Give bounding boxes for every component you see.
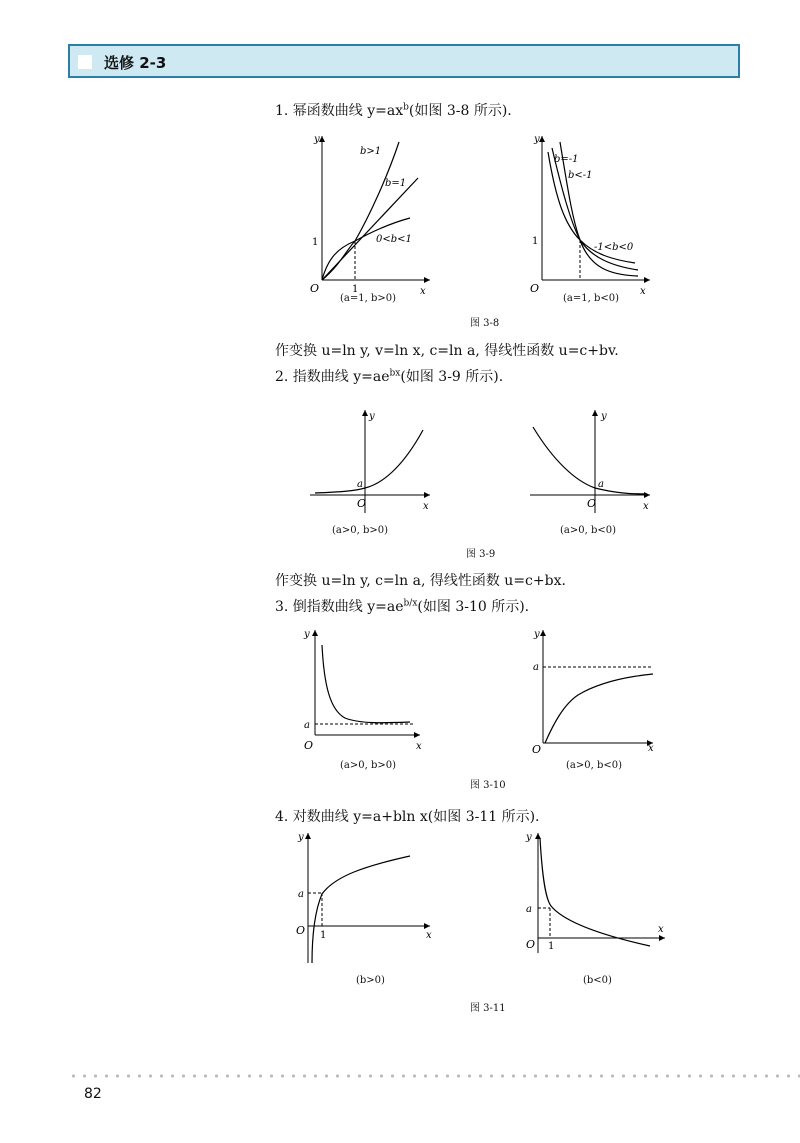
figure-3-8-right: [520, 130, 660, 310]
figure-number-3-11: 图 3-11: [470, 1003, 506, 1014]
figure-3-10-right: [528, 625, 658, 755]
curve-label-neg1-b-0: -1<b<0: [594, 242, 634, 253]
item-power-curve: 1. 幂函数曲线 $y=ax^b$(如图 3-8 所示).: [275, 102, 512, 119]
x-tick-one: 1: [320, 930, 327, 941]
footer-dotted-rule: [68, 1074, 800, 1078]
origin-label: O: [526, 938, 536, 951]
x-axis-label: x: [640, 286, 646, 297]
origin-label: O: [530, 282, 540, 295]
x-axis-label: x: [423, 501, 429, 512]
transform-text-1: 作变换 u=ln y, v=ln x, c=ln a, 得线性函数 u=c+bv.: [275, 343, 619, 359]
asymptote-a-label: a: [304, 720, 310, 731]
intercept-a-label: a: [598, 479, 604, 490]
y-tick-one: 1: [312, 237, 319, 248]
x-axis-label: x: [643, 501, 649, 512]
y-axis-label: y: [534, 134, 540, 145]
chapter-header-bar: [68, 44, 740, 78]
y-axis-label: y: [526, 832, 532, 843]
origin-label: O: [357, 497, 367, 510]
intercept-a-label: a: [298, 889, 304, 900]
fig-3-11-left-caption: (b>0): [356, 975, 385, 986]
figure-3-9-left: [305, 405, 435, 520]
intercept-a-label: a: [357, 479, 363, 490]
y-axis-label: y: [601, 411, 607, 422]
y-axis-label: y: [369, 411, 375, 422]
fig-3-10-right-caption: (a>0, b<0): [566, 760, 623, 771]
y-axis-label: y: [298, 832, 304, 843]
curve-label-b-eq-1: b=1: [385, 178, 407, 189]
fig-3-10-left-caption: (a>0, b>0): [340, 760, 397, 771]
x-tick-one: 1: [548, 941, 555, 952]
origin-label: O: [310, 282, 320, 295]
y-tick-one: 1: [532, 236, 539, 247]
figure-3-9-right: [525, 405, 655, 520]
fig-3-9-left-caption: (a>0, b>0): [332, 525, 389, 536]
curve-label-b-lt-neg-1: b<-1: [568, 170, 593, 181]
curve-label-b-gt-1: b>1: [360, 146, 382, 157]
item-inverse-exponential-curve: 3. 倒指数曲线 $y=ae^{b/x}$(如图 3-10 所示).: [275, 598, 530, 615]
figure-3-11-right: [520, 828, 670, 968]
x-axis-label: x: [426, 930, 432, 941]
figure-number-3-8: 图 3-8: [470, 318, 500, 329]
asymptote-a-label: a: [533, 662, 539, 673]
intercept-a-label: a: [526, 904, 532, 915]
fig-3-11-right-caption: (b<0): [583, 975, 612, 986]
fig-3-8-left-caption: (a=1, b>0): [340, 293, 397, 304]
header-square-icon: [78, 55, 92, 69]
figure-3-8-left: [300, 130, 440, 310]
fig-3-8-right-caption: (a=1, b<0): [563, 293, 620, 304]
figure-number-3-10: 图 3-10: [470, 780, 506, 791]
origin-label: O: [532, 743, 542, 756]
y-axis-label: y: [534, 629, 540, 640]
page-number: 82: [84, 1086, 102, 1102]
item-logarithmic-curve: 4. 对数曲线 y=a+bln x(如图 3-11 所示).: [275, 809, 540, 825]
fig-3-9-right-caption: (a>0, b<0): [560, 525, 617, 536]
figure-3-10-left: [300, 625, 430, 755]
transform-text-2: 作变换 u=ln y, c=ln a, 得线性函数 u=c+bx.: [275, 573, 566, 589]
x-axis-label: x: [658, 924, 664, 935]
origin-label: O: [304, 739, 314, 752]
chapter-title: 选修 2-3: [104, 54, 167, 72]
curve-label-b-neg-1: b=-1: [554, 154, 579, 165]
curve-label-0-b-1: 0<b<1: [376, 234, 412, 245]
item-exponential-curve: 2. 指数曲线 $y=ae^{bx}$(如图 3-9 所示).: [275, 368, 504, 385]
y-axis-label: y: [304, 629, 310, 640]
x-tick-one: 1: [352, 284, 359, 295]
figure-3-11-left: [290, 828, 440, 968]
y-axis-label: y: [314, 134, 320, 145]
origin-label: O: [587, 497, 597, 510]
figure-number-3-9: 图 3-9: [466, 549, 496, 560]
x-axis-label: x: [648, 743, 654, 754]
x-axis-label: x: [416, 741, 422, 752]
x-axis-label: x: [420, 286, 426, 297]
origin-label: O: [296, 924, 306, 937]
